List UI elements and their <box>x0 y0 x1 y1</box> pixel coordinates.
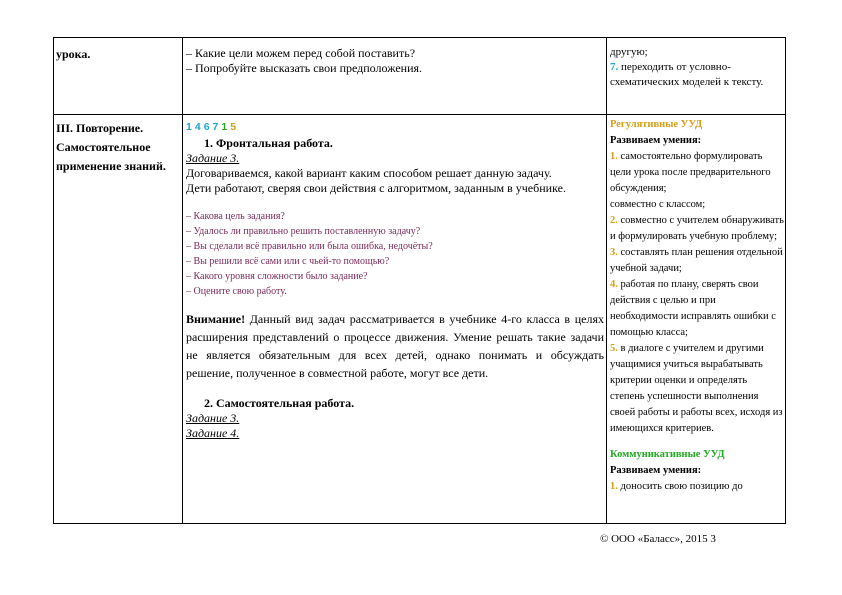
regulative-title: Регулятивные УУД <box>610 119 703 130</box>
skill-line <box>610 60 784 90</box>
copyright-footer: © ООО «Баласс», 2015 3 <box>600 533 716 545</box>
skill-text: в диалоге с учителем и другими учащимися учиться вырабатывать критерии оценки и определять степень успешности выполнения своей работы и работы всех, исходя из имеющихся критериев. <box>610 343 783 434</box>
paragraph: Договариваемся, какой вариант каким способом решает данную задачу. <box>186 166 552 180</box>
competency-number: 7 <box>212 121 219 133</box>
row-divider <box>53 114 786 115</box>
frontal-work-title: 1. Фронтальная работа. <box>204 136 333 150</box>
attention-note <box>186 310 604 382</box>
task-label: Задание 3. <box>186 411 240 425</box>
column-divider-2 <box>606 37 607 524</box>
competency-number: 4 <box>194 121 201 133</box>
regulative-item <box>610 197 784 213</box>
skill-text: доносить свою позицию до <box>617 481 743 492</box>
skill-number: 2. <box>610 215 618 226</box>
skill-text: работая по плану, сверять свои действия с целью и при необходимости исправлять ошибки с помощью класса; <box>610 279 776 338</box>
reflection-question: – Удалось ли правильно решить поставленную задачу? <box>186 226 421 237</box>
regulative-item <box>610 149 784 197</box>
skill-number: 7. <box>610 61 619 73</box>
skill-text: составлять план решения отдельной учебной задачи; <box>610 247 783 274</box>
column-divider-1 <box>182 37 183 524</box>
competency-number: 1 <box>186 121 192 133</box>
attention-text: Данный вид задач рассматривается в учебнике 4-го класса в целях расширения представлений о процессе движения. Умение решать такие задачи не является обязательным для всех детей, однако понимать и обсуждать решение, полученное в совместной работе, могут все дети. <box>186 312 604 380</box>
table-border-left <box>53 37 54 524</box>
skill-text: переходить от условно-схематических моделей к тексту. <box>610 61 764 88</box>
independent-work-title: 2. Самостоятельная работа. <box>204 396 355 410</box>
question-line: – Какие цели можем перед собой поставить? <box>186 46 416 60</box>
stage-name-cell: III. Повторение. Самостоятельное применение знаний. <box>56 121 166 173</box>
reflection-question: – Какого уровня сложности было задание? <box>186 271 368 282</box>
skills-cell <box>610 45 784 90</box>
regulative-item <box>610 341 784 437</box>
table-border-bottom <box>53 523 786 524</box>
question-line: – Попробуйте высказать свои предположения. <box>186 61 423 75</box>
regulative-item <box>610 277 784 341</box>
skill-number: 3. <box>610 247 618 258</box>
communicative-title: Коммуникативные УУД <box>610 449 725 460</box>
competency-number: 6 <box>203 121 210 133</box>
competency-number: 5 <box>230 121 237 133</box>
paragraph: Дети работают, сверяя свои действия с алгоритмом, заданным в учебнике. <box>186 181 566 195</box>
reflection-question: – Какова цель задания? <box>186 211 285 222</box>
uud-cell <box>610 117 784 521</box>
skill-number: 4. <box>610 279 618 290</box>
table-border-top <box>53 37 786 38</box>
communicative-item <box>610 479 784 495</box>
task-label: Задание 4. <box>186 426 240 440</box>
reflection-question: – Оцените свою работу. <box>186 286 287 297</box>
activity-cell <box>186 117 604 517</box>
skill-text: совместно с учителем обнаруживать и формулировать учебную проблему; <box>610 215 784 242</box>
regulative-item <box>610 213 784 245</box>
skill-text: самостоятельно формулировать цели урока после предварительного обсуждения; <box>610 151 771 194</box>
skill-number: 1. <box>610 151 618 162</box>
lesson-table <box>53 37 786 524</box>
skill-text: совместно с классом; <box>610 199 706 210</box>
task-label: Задание 3. <box>186 151 240 165</box>
skill-number: 5. <box>610 343 618 354</box>
regulative-list <box>610 149 784 437</box>
stage-name-cell: урока. <box>56 47 91 61</box>
skill-number: 1. <box>610 481 618 492</box>
reflection-question: – Вы решили всё сами или с чьей-то помощью? <box>186 256 390 267</box>
competency-number: 1 <box>221 121 228 133</box>
regulative-subtitle: Развиваем умения: <box>610 135 702 146</box>
teacher-questions-cell <box>186 46 604 76</box>
reflection-question: – Вы сделали всё правильно или была ошибка, недочёты? <box>186 241 433 252</box>
regulative-item <box>610 245 784 277</box>
competency-numbers <box>186 117 604 135</box>
attention-label: Внимание! <box>186 312 246 326</box>
table-border-right <box>785 37 786 524</box>
skill-line: другую; <box>610 46 648 58</box>
communicative-subtitle: Развиваем умения: <box>610 465 702 476</box>
